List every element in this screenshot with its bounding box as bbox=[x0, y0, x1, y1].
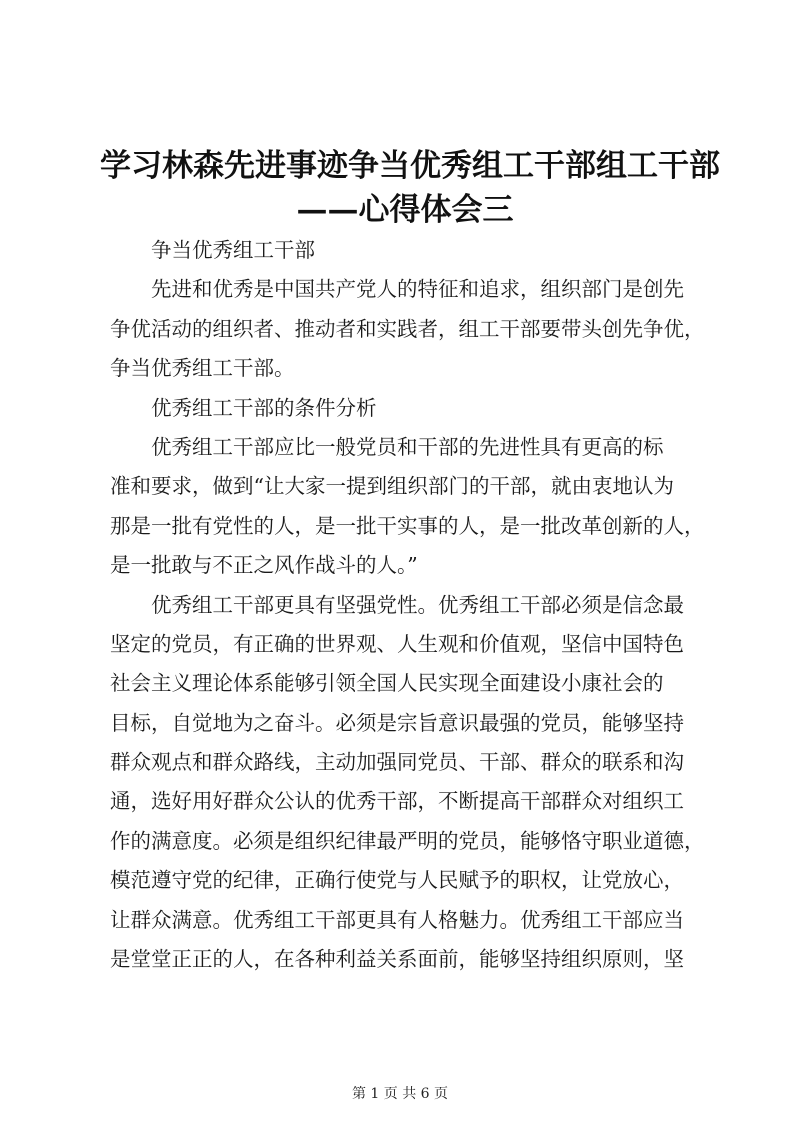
heading-line: 争当优秀组工干部 bbox=[151, 238, 315, 262]
heading-line: 优秀组工干部的条件分析 bbox=[151, 395, 377, 420]
document-body bbox=[110, 231, 705, 979]
document-title-line2: ——心得体会三 bbox=[296, 192, 514, 228]
body-line: 社会主义理论体系能够引领全国人民实现全面建设小康社会的 bbox=[110, 671, 664, 696]
document-title-line1: 学习林森先进事迹争当优秀组工干部组工干部 bbox=[100, 148, 720, 184]
page-footer: 第 1 页 共 6 页 bbox=[351, 1086, 449, 1102]
body-line: 先进和优秀是中国共产党人的特征和追求，组织部门是创先 bbox=[151, 277, 684, 302]
body-line: 坚定的党员，有正确的世界观、人生观和价值观，坚信中国特色 bbox=[110, 631, 684, 656]
body-line: 准和要求，做到“让大家一提到组织部门的干部，就由衷地认为 bbox=[110, 474, 674, 499]
body-line: 争当优秀组工干部。 bbox=[110, 356, 295, 381]
body-line: 群众观点和群众路线，主动加强同党员、干部、群众的联系和沟 bbox=[110, 750, 684, 775]
body-line: 让群众满意。优秀组工干部更具有人格魅力。优秀组工干部应当 bbox=[110, 907, 684, 932]
body-line: 那是一批有党性的人，是一批干实事的人，是一批改革创新的人， bbox=[110, 513, 705, 538]
body-line: 目标，自觉地为之奋斗。必须是宗旨意识最强的党员，能够坚持 bbox=[110, 710, 684, 735]
body-line: 模范遵守党的纪律，正确行使党与人民赋予的职权，让党放心， bbox=[110, 868, 684, 893]
body-line: 争优活动的组织者、推动者和实践者，组工干部要带头创先争优， bbox=[110, 316, 705, 341]
body-line: 优秀组工干部应比一般党员和干部的先进性具有更高的标 bbox=[151, 434, 664, 459]
body-line: 优秀组工干部更具有坚强党性。优秀组工干部必须是信念最 bbox=[151, 592, 684, 617]
body-line: 通，选好用好群众公认的优秀干部，不断提高干部群众对组织工 bbox=[110, 789, 684, 814]
body-line: 是堂堂正正的人，在各种利益关系面前，能够坚持组织原则，坚 bbox=[110, 947, 684, 972]
body-line: 作的满意度。必须是组织纪律最严明的党员，能够恪守职业道德， bbox=[110, 828, 705, 853]
body-line: 是一批敢与不正之风作战斗的人。” bbox=[110, 553, 418, 578]
